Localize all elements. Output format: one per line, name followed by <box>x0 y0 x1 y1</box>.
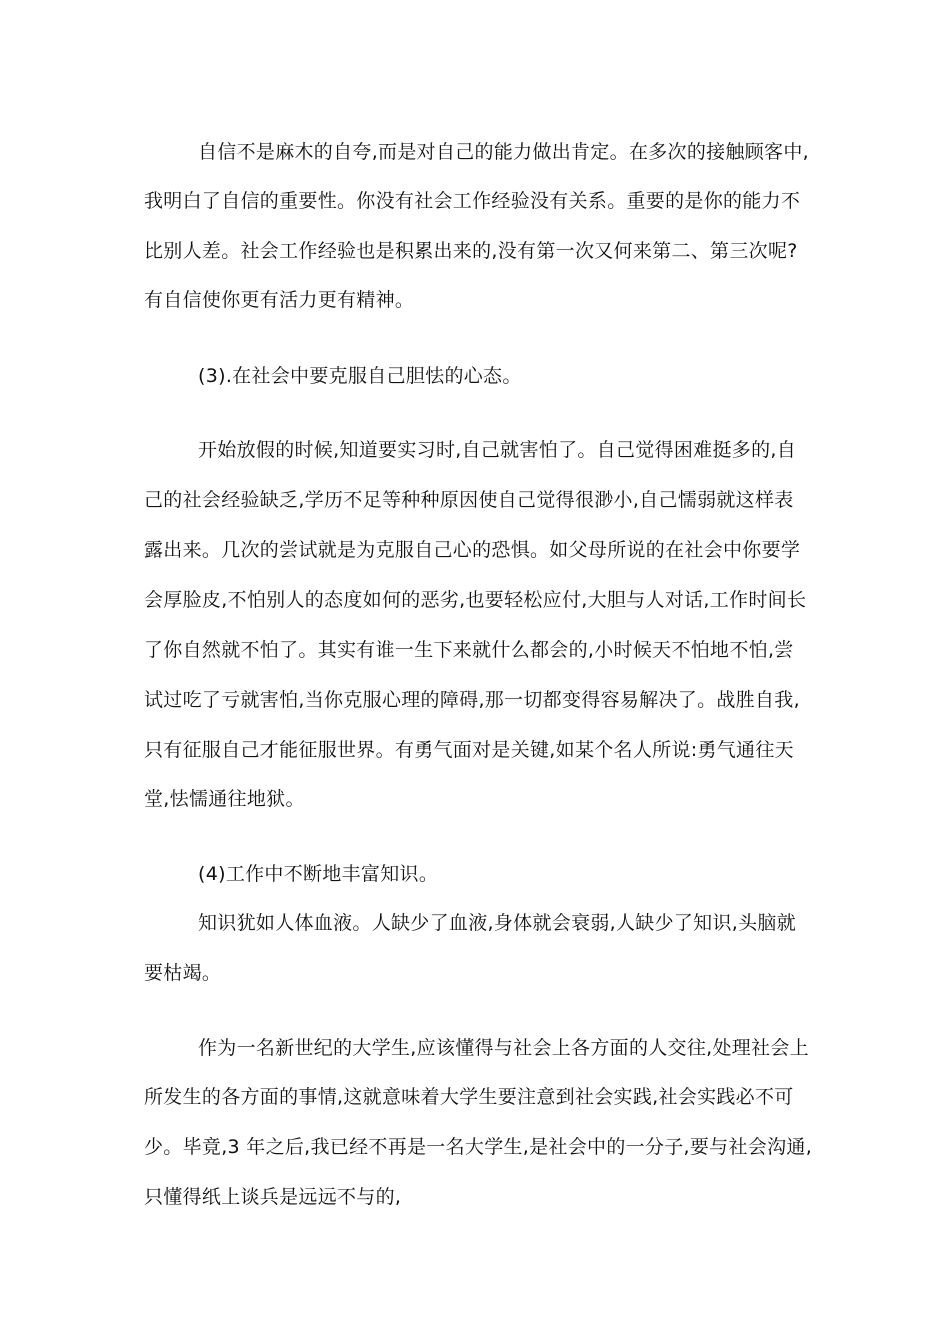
paragraph-line: 开始放假的时候,知道要实习时,自己就害怕了。自己觉得困难挺多的,自 <box>198 439 797 461</box>
paragraph-line: 要枯竭。 <box>144 962 222 984</box>
paragraph-line: 露出来。几次的尝试就是为克服自己心的恐惧。如父母所说的在社会中你要学 <box>144 539 801 561</box>
paragraph-line: 只懂得纸上谈兵是远远不与的, <box>144 1186 402 1208</box>
paragraph-line: 作为一名新世纪的大学生,应该懂得与社会上各方面的人交往,处理社会上 <box>198 1037 809 1059</box>
paragraph-line: 少。毕竟,3 年之后,我已经不再是一名大学生,是社会中的一分子,要与社会沟通, <box>144 1136 813 1158</box>
paragraph-line: 自信不是麻木的自夸,而是对自己的能力做出肯定。在多次的接触顾客中, <box>198 141 809 163</box>
paragraph-line: 会厚脸皮,不怕别人的态度如何的恶劣,也要轻松应付,大胆与人对话,工作时间长 <box>144 589 807 611</box>
paragraph-line: 我明白了自信的重要性。你没有社会工作经验没有关系。重要的是你的能力不 <box>144 190 801 212</box>
paragraph-line: 堂,怯懦通往地狱。 <box>144 788 305 810</box>
section-heading: (3).在社会中要克服自己胆怯的心态。 <box>198 365 522 387</box>
paragraph-line: 了你自然就不怕了。其实有谁一生下来就什么都会的,小时候天不怕地不怕,尝 <box>144 639 794 661</box>
paragraph-line: 比别人差。社会工作经验也是积累出来的,没有第一次又何来第二、第三次呢? <box>144 240 798 262</box>
paragraph-line: 试过吃了亏就害怕,当你克服心理的障碍,那一切都变得容易解决了。战胜自我, <box>144 689 800 711</box>
section-heading: (4)工作中不断地丰富知识。 <box>198 863 439 885</box>
paragraph-line: 所发生的各方面的事情,这就意味着大学生要注意到社会实践,社会实践必不可 <box>144 1086 794 1108</box>
paragraph-line: 己的社会经验缺乏,学历不足等种种原因使自己觉得很渺小,自己懦弱就这样表 <box>144 489 794 511</box>
paragraph-line: 知识犹如人体血液。人缺少了血液,身体就会衰弱,人缺少了知识,头脑就 <box>198 912 797 934</box>
paragraph-line: 有自信使你更有活力更有精神。 <box>144 289 415 311</box>
paragraph-line: 只有征服自己才能征服世界。有勇气面对是关键,如某个名人所说:勇气通往天 <box>144 739 794 761</box>
